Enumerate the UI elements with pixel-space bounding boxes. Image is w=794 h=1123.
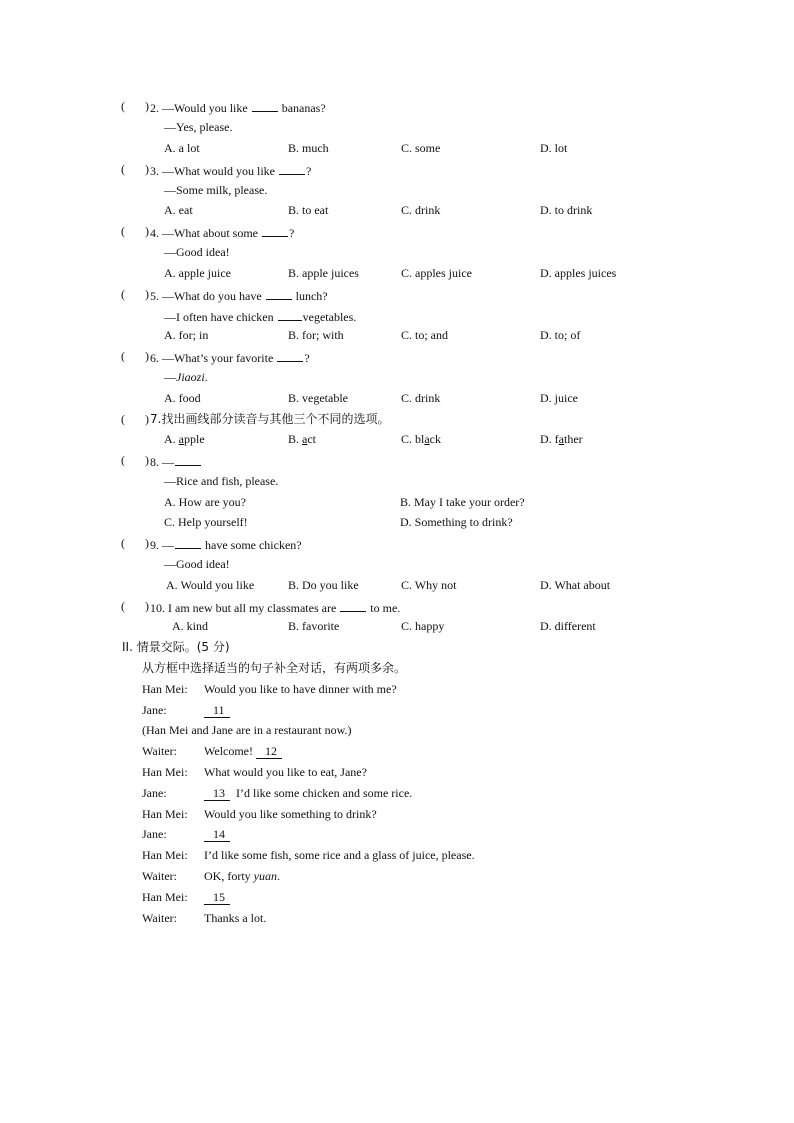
speaker: Waiter: [142, 869, 178, 883]
stem-text: 10. I am new but all my classmates are [150, 601, 337, 615]
question-stem [150, 162, 311, 178]
dialogue-text: What would you like to eat, Jane? [204, 765, 367, 779]
answer-paren-open: ( [121, 412, 125, 426]
answer-blank [252, 99, 278, 112]
stem-text: 9. — [150, 538, 174, 552]
option-text: ck [429, 432, 441, 446]
question-stem: 7.找出画线部分读音与其他三个不同的选项。 [150, 412, 390, 426]
option-d: D. What about [540, 578, 611, 592]
option-text: ther [564, 432, 583, 446]
underlined-letter: a [558, 432, 564, 446]
option-b: B. much [288, 141, 329, 155]
option-text: B. [288, 432, 303, 446]
option-d: D. lot [540, 141, 568, 155]
speaker: Jane: [142, 827, 167, 841]
option-d: D. Something to drink? [400, 515, 513, 529]
answer-paren-close: ) [145, 453, 149, 467]
reply-text: vegetables. [302, 310, 357, 324]
reply-dot: . [204, 370, 208, 384]
dialogue-text: OK, forty [204, 869, 254, 883]
reply-line [164, 370, 208, 384]
dialogue-text [204, 786, 412, 800]
answer-paren-close: ) [145, 599, 149, 613]
stem-text: 2. —Would you like [150, 101, 248, 115]
dialogue-text: Would you like something to drink? [204, 807, 377, 821]
dialogue-text: . [277, 869, 280, 883]
stem-text: to me. [370, 601, 401, 615]
answer-paren-close: ) [145, 349, 149, 363]
option-d: D. to; of [540, 328, 581, 342]
blank-number: 12 [256, 744, 282, 759]
option-c: C. to; and [401, 328, 448, 342]
answer-paren-open: ( [121, 224, 125, 238]
answer-paren-open: ( [121, 599, 125, 613]
option-c: C. drink [401, 203, 441, 217]
reply-line: —Good idea! [164, 245, 230, 259]
answer-paren-open: ( [121, 287, 125, 301]
option-c: C. apples juice [401, 266, 472, 280]
section-heading: II. 情景交际。(5 分) [122, 640, 230, 654]
answer-paren-close: ) [145, 536, 149, 550]
answer-blank [277, 349, 303, 362]
dialogue-text: Thanks a lot. [204, 911, 267, 925]
option-a: A. for; in [164, 328, 209, 342]
option-a: A. a lot [164, 141, 200, 155]
option-a: A. food [164, 391, 201, 405]
option-a [164, 432, 205, 446]
option-d: D. to drink [540, 203, 593, 217]
answer-paren-open: ( [121, 453, 125, 467]
answer-blank [175, 453, 201, 466]
option-b: B. apple juices [288, 266, 359, 280]
underlined-letter: a [178, 432, 184, 446]
answer-blank [262, 224, 288, 237]
dialogue-text: I’d like some fish, some rice and a glass of juice, please. [204, 848, 475, 862]
dialogue-italic: yuan [253, 869, 277, 883]
option-text: D. f [540, 432, 559, 446]
stem-text: bananas? [281, 101, 326, 115]
dialogue-text [204, 744, 282, 758]
section-instruction: 从方框中选择适当的句子补全对话，有两项多余。 [142, 661, 407, 675]
reply-text: —I often have chicken [164, 310, 274, 324]
answer-paren-close: ) [145, 99, 149, 113]
option-d: D. apples juices [540, 266, 617, 280]
dialogue-blank [204, 703, 230, 717]
stem-text: lunch? [295, 289, 328, 303]
blank-number: 13 [204, 786, 230, 801]
dialogue-blank [204, 827, 230, 841]
speaker: Han Mei: [142, 848, 188, 862]
reply-line: —Yes, please. [164, 120, 233, 134]
answer-paren-close: ) [145, 224, 149, 238]
stem-text: ? [305, 164, 312, 178]
speaker: Waiter: [142, 744, 178, 758]
option-c: C. Why not [401, 578, 457, 592]
speaker: Han Mei: [142, 890, 188, 904]
stem-text: 8. — [150, 455, 174, 469]
speaker: Jane: [142, 786, 167, 800]
stem-text: ? [304, 351, 310, 365]
dialogue-text: Would you like to have dinner with me? [204, 682, 397, 696]
option-b: B. vegetable [288, 391, 348, 405]
option-c: C. some [401, 141, 441, 155]
option-text: ct [307, 432, 317, 446]
question-stem [150, 224, 294, 240]
stage-direction: (Han Mei and Jane are in a restaurant now.) [142, 723, 352, 737]
reply-line: —Some milk, please. [164, 183, 268, 197]
answer-paren-open: ( [121, 99, 125, 113]
option-b: B. Do you like [288, 578, 359, 592]
answer-blank [175, 536, 201, 549]
answer-blank [279, 162, 305, 175]
stem-text: ? [288, 226, 295, 240]
option-text: pple [184, 432, 205, 446]
option-b: B. favorite [288, 619, 340, 633]
option-b: B. May I take your order? [400, 495, 525, 509]
option-a: A. eat [164, 203, 193, 217]
answer-paren-open: ( [121, 162, 125, 176]
answer-blank [340, 599, 366, 612]
stem-text: 5. —What do you have [150, 289, 262, 303]
answer-paren-open: ( [121, 536, 125, 550]
option-a: A. apple juice [164, 266, 231, 280]
question-stem [150, 99, 326, 115]
dialogue-blank [204, 890, 230, 904]
reply-line [164, 308, 356, 324]
speaker: Han Mei: [142, 807, 188, 821]
answer-paren-close: ) [145, 162, 149, 176]
reply-line: —Good idea! [164, 557, 230, 571]
reply-dash: — [164, 370, 176, 384]
option-d: D. juice [540, 391, 578, 405]
stem-text: 4. —What about some [150, 226, 258, 240]
option-d: D. different [540, 619, 596, 633]
blank-number: 15 [204, 890, 230, 905]
option-d [540, 432, 583, 446]
option-a: A. kind [172, 619, 208, 633]
option-c [401, 432, 441, 446]
answer-paren-close: ) [145, 412, 149, 426]
reply-line: —Rice and fish, please. [164, 474, 279, 488]
option-b [288, 432, 316, 446]
speaker: Jane: [142, 703, 167, 717]
blank-number: 11 [204, 703, 230, 718]
question-stem [150, 453, 202, 469]
option-text: C. bl [401, 432, 425, 446]
answer-paren-close: ) [145, 287, 149, 301]
question-stem [150, 599, 400, 615]
option-c: C. happy [401, 619, 445, 633]
option-text: A. [164, 432, 179, 446]
answer-paren-open: ( [121, 349, 125, 363]
speaker: Waiter: [142, 911, 178, 925]
answer-blank [278, 308, 302, 321]
option-a: A. Would you like [166, 578, 255, 592]
option-b: B. for; with [288, 328, 344, 342]
stem-text: 6. —What’s your favorite [150, 351, 274, 365]
underlined-letter: a [424, 432, 430, 446]
option-b: B. to eat [288, 203, 329, 217]
question-stem [150, 536, 302, 552]
answer-blank [266, 287, 292, 300]
stem-text: 3. —What would you like [150, 164, 275, 178]
dialogue-text: I’d like some chicken and some rice. [236, 786, 413, 800]
speaker: Han Mei: [142, 682, 188, 696]
option-a: A. How are you? [164, 495, 246, 509]
option-c: C. drink [401, 391, 441, 405]
underlined-letter: a [302, 432, 308, 446]
dialogue-text: Welcome! [204, 744, 254, 758]
stem-text: have some chicken? [205, 538, 302, 552]
speaker: Han Mei: [142, 765, 188, 779]
dialogue-text [204, 869, 280, 883]
reply-word: Jiaozi [176, 370, 205, 384]
question-stem [150, 287, 328, 303]
question-stem [150, 349, 310, 365]
option-c: C. Help yourself! [164, 515, 248, 529]
blank-number: 14 [204, 827, 230, 842]
